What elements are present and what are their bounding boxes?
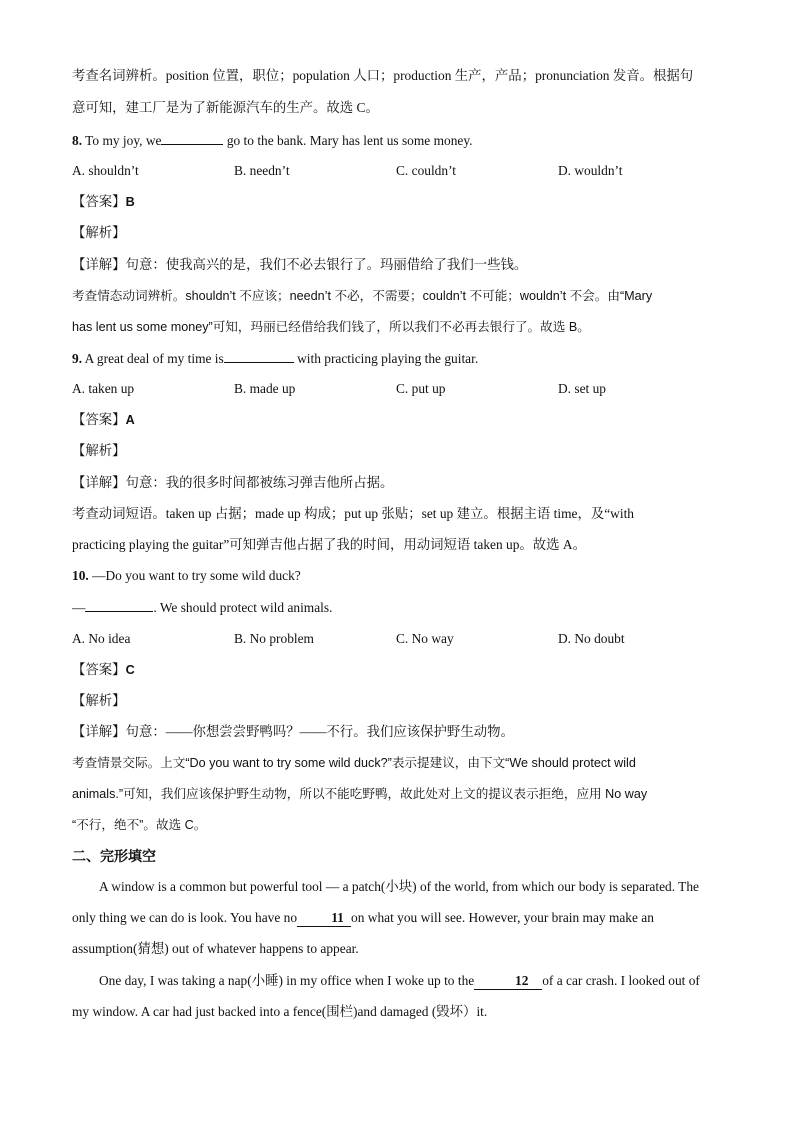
answer-line bbox=[72, 192, 135, 212]
q7-analysis-line: 考查名词辨析。position 位置，职位；population 人口；production 生产，产品；pronunciation 发音。根据句 bbox=[72, 68, 694, 83]
analysis-line: 考查动词短语。taken up 占据；made up 构成；put up 张贴；set up 建立。根据主语 time，及“with bbox=[72, 506, 634, 521]
q8-stem bbox=[72, 130, 473, 151]
option-d: D. No doubt bbox=[558, 631, 625, 646]
question-number: 10. bbox=[72, 568, 89, 583]
cloze-paragraph bbox=[72, 871, 717, 964]
answer-blank bbox=[85, 597, 153, 612]
cloze-blank-11: 11 bbox=[297, 910, 351, 927]
answer-line bbox=[72, 660, 135, 680]
jiexi-label: 【解析】 bbox=[72, 225, 126, 240]
detail-line: 【详解】句意：使我高兴的是，我们不必去银行了。玛丽借给了我们一些钱。 bbox=[72, 257, 528, 272]
analysis-line: 考查情景交际。上文“Do you want to try some wild duck?”表示提建议，由下文“We should protect wild bbox=[72, 756, 636, 770]
answer-value: C bbox=[125, 663, 135, 677]
answer-value: A bbox=[125, 413, 135, 427]
paragraph-text: on what you will see. However, your brain may make an assumption(猜想) out of whatever happens to appear. bbox=[72, 910, 654, 956]
paragraph-text: A window is a common but powerful tool — a patch(小块) of the world, from which our body is separated. The only thing we can do is look. You have no bbox=[72, 879, 699, 925]
answer-blank bbox=[224, 348, 294, 363]
section-title: 二、完形填空 bbox=[72, 849, 156, 865]
q10-stem bbox=[72, 566, 301, 586]
option-b: B. needn’t bbox=[234, 163, 290, 178]
q9-stem bbox=[72, 348, 478, 369]
jiexi-label: 【解析】 bbox=[72, 693, 126, 708]
q10-stem-part: —Do you want to try some wild duck? bbox=[92, 568, 301, 583]
q10-stem-part: — bbox=[72, 600, 86, 615]
q9-stem-part: with practicing playing the guitar. bbox=[297, 351, 479, 366]
option-b: B. made up bbox=[234, 381, 296, 396]
option-d: D. wouldn’t bbox=[558, 163, 623, 178]
question-number: 9. bbox=[72, 351, 83, 366]
answer-label: 【答案】 bbox=[72, 662, 126, 677]
q8-stem-part: To my joy, we bbox=[85, 133, 162, 148]
option-b: B. No problem bbox=[234, 631, 314, 646]
option-a: A. No idea bbox=[72, 631, 131, 646]
jiexi-label: 【解析】 bbox=[72, 443, 126, 458]
analysis-line: “不行，绝不”。故选 C。 bbox=[72, 818, 207, 832]
answer-blank bbox=[161, 130, 223, 145]
paragraph-text: of a car crash. I looked out of my window. A car had just backed into a fence(围栏)and damaged (毁坏）it. bbox=[72, 973, 700, 1019]
q10-stem-reply bbox=[72, 597, 332, 618]
detail-line: 【详解】句意：我的很多时间都被练习弹吉他所占据。 bbox=[72, 475, 394, 490]
paragraph-text: One day, I was taking a nap(小睡) in my office when I woke up to the bbox=[99, 973, 475, 988]
detail-line: 【详解】句意：——你想尝尝野鸭吗？——不行。我们应该保护野生动物。 bbox=[72, 724, 514, 739]
answer-value: B bbox=[125, 195, 135, 209]
option-a: A. taken up bbox=[72, 381, 135, 396]
q10-stem-part: . We should protect wild animals. bbox=[153, 600, 333, 615]
answer-label: 【答案】 bbox=[72, 412, 126, 427]
analysis-line: has lent us some money”可知，玛丽已经借给我们钱了，所以我们不必再去银行了。故选 B。 bbox=[72, 320, 590, 334]
q8-stem-part: go to the bank. Mary has lent us some money. bbox=[226, 133, 473, 148]
option-c: C. put up bbox=[396, 381, 446, 396]
option-d: D. set up bbox=[558, 381, 606, 396]
cloze-paragraph bbox=[72, 965, 717, 1027]
analysis-line: animals.”可知，我们应该保护野生动物，所以不能吃野鸭，故此处对上文的提议表示拒绝，应用 No way bbox=[72, 787, 648, 801]
q7-analysis-line: 意可知，建工厂是为了新能源汽车的生产。故选 C。 bbox=[72, 100, 379, 115]
answer-line bbox=[72, 410, 135, 430]
analysis-line: 考查情态动词辨析。shouldn’t 不应该；needn’t 不必，不需要；couldn’t 不可能；wouldn’t 不会。由“Mary bbox=[72, 289, 653, 303]
q9-stem-part: A great deal of my time is bbox=[84, 351, 224, 366]
question-number: 8. bbox=[72, 133, 83, 148]
analysis-line: practicing playing the guitar”可知弹吉他占据了我的时间，用动词短语 taken up。故选 A。 bbox=[72, 537, 586, 552]
cloze-blank-12: 12 bbox=[474, 973, 542, 990]
option-c: C. No way bbox=[396, 631, 454, 646]
answer-label: 【答案】 bbox=[72, 194, 126, 209]
option-a: A. shouldn’t bbox=[72, 163, 139, 178]
option-c: C. couldn’t bbox=[396, 163, 457, 178]
